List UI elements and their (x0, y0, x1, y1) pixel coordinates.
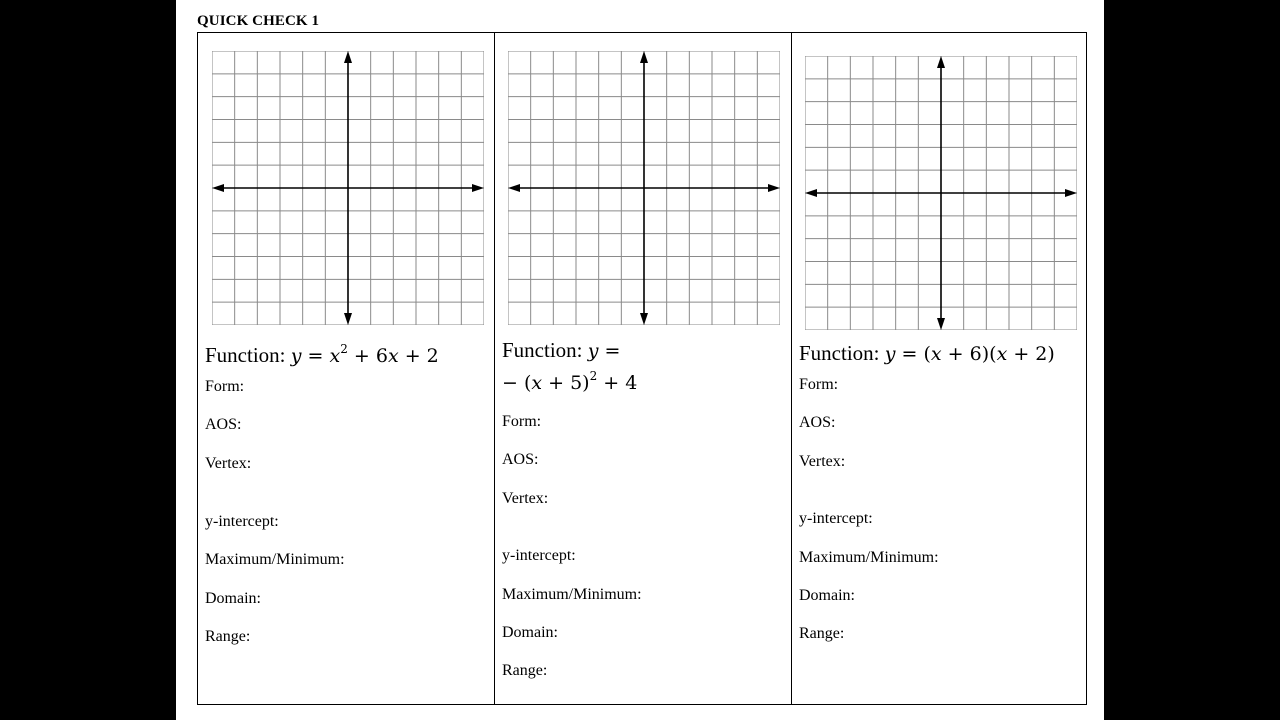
function-equation: y = (x + 6)(x + 2) (884, 343, 1055, 365)
arrow-left-icon (805, 189, 817, 197)
function-1 (205, 343, 439, 368)
field-form: Form: (205, 378, 245, 395)
worksheet-page (176, 0, 1104, 720)
coordinate-grid-2 (508, 51, 780, 325)
arrow-up-icon (344, 51, 352, 63)
field-vertex: Vertex: (799, 453, 846, 470)
function-label: Function: (799, 341, 880, 365)
function-equation: y = (587, 340, 621, 362)
arrow-right-icon (1065, 189, 1077, 197)
field-domain: Domain: (205, 590, 261, 607)
arrow-left-icon (508, 184, 520, 192)
function-label: Function: (205, 343, 286, 367)
function-equation: $y = x^2 + 6x + 2$ (290, 341, 439, 367)
field-aos: AOS: (205, 416, 242, 433)
field-aos: AOS: (502, 451, 539, 468)
arrow-right-icon (472, 184, 484, 192)
field-domain: Domain: (502, 624, 558, 641)
arrow-up-icon (937, 56, 945, 68)
field-max-min: Maximum/Minimum: (799, 549, 939, 566)
field-vertex: Vertex: (502, 490, 549, 507)
function-2-line2 (502, 370, 637, 395)
field-y-intercept: y-intercept: (502, 547, 576, 564)
field-range: Range: (799, 625, 845, 642)
column-1 (198, 33, 494, 704)
function-equation-continued: − $(x + 5)^2 + 4$ (502, 368, 638, 394)
field-y-intercept: y-intercept: (799, 510, 873, 527)
field-y-intercept: y-intercept: (205, 513, 279, 530)
field-vertex: Vertex: (205, 455, 252, 472)
field-range: Range: (502, 662, 548, 679)
worksheet-title: QUICK CHECK 1 (197, 13, 320, 29)
function-label: Function: (502, 338, 583, 362)
field-range: Range: (205, 628, 251, 645)
field-domain: Domain: (799, 587, 855, 604)
quick-check-table (197, 32, 1087, 705)
arrow-down-icon (344, 313, 352, 325)
arrow-up-icon (640, 51, 648, 63)
column-2 (495, 33, 791, 704)
coordinate-grid-3 (805, 56, 1077, 330)
field-aos: AOS: (799, 414, 836, 431)
arrow-down-icon (937, 318, 945, 330)
arrow-down-icon (640, 313, 648, 325)
arrow-right-icon (768, 184, 780, 192)
field-form: Form: (799, 376, 839, 393)
field-max-min: Maximum/Minimum: (205, 551, 345, 568)
field-max-min: Maximum/Minimum: (502, 586, 642, 603)
arrow-left-icon (212, 184, 224, 192)
coordinate-grid-1 (212, 51, 484, 325)
field-form: Form: (502, 413, 542, 430)
function-3 (799, 341, 1055, 366)
column-3 (792, 33, 1086, 704)
function-2-line1 (502, 338, 620, 363)
